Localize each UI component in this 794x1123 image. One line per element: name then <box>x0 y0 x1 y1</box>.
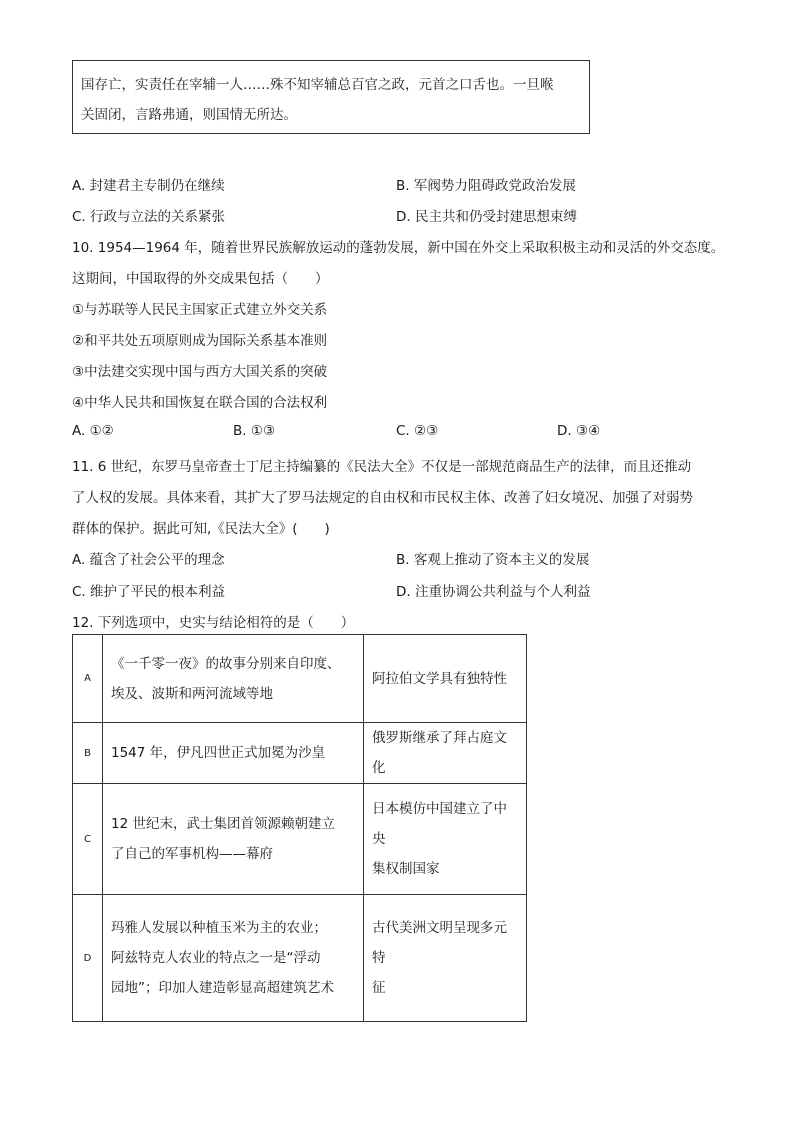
q11-option-d[interactable]: D. 注重协调公共利益与个人利益 <box>396 584 591 600</box>
conclusion-line: 集权制国家 <box>372 861 440 877</box>
quote-line-2: 关固闭，言路弗通，则国情无所达。 <box>81 107 297 123</box>
fact-line: 了自己的军事机构——幕府 <box>111 846 273 862</box>
quote-line-1: 国存亡，实责任在宰辅一人……殊不知宰辅总百官之政，元首之口舌也。一旦喉 <box>81 77 554 93</box>
q10-option-b[interactable]: B. ①③ <box>233 423 276 439</box>
table-row <box>73 635 527 723</box>
conclusion-cell <box>364 895 527 1022</box>
q11-stem-line-1: 11. 6 世纪，东罗马皇帝查士丁尼主持编纂的《民法大全》不仅是一部规范商品生产的法律，而且还推动 <box>72 459 692 475</box>
row-letter: A <box>73 635 103 723</box>
q11-option-c[interactable]: C. 维护了平民的根本利益 <box>72 584 226 600</box>
fact-cell <box>103 723 364 784</box>
q10-item-4: ④中华人民共和国恢复在联合国的合法权利 <box>72 395 328 411</box>
conclusion-cell <box>364 723 527 784</box>
q9-option-d[interactable]: D. 民主共和仍受封建思想束缚 <box>396 209 577 225</box>
conclusion-line: 俄罗斯继承了拜占庭文化 <box>372 730 507 776</box>
fact-cell <box>103 895 364 1022</box>
conclusion-line: 古代美洲文明呈现多元特 <box>372 920 507 966</box>
q10-option-c[interactable]: C. ②③ <box>396 423 439 439</box>
q12-stem: 12. 下列选项中，史实与结论相符的是（ ） <box>72 615 355 631</box>
table-row <box>73 784 527 895</box>
fact-line: 园地”；印加人建造彰显高超建筑艺术 <box>111 980 334 996</box>
q12-table <box>72 634 527 1022</box>
quote-box <box>72 60 590 134</box>
q10-option-d[interactable]: D. ③④ <box>557 423 601 439</box>
q11-option-b[interactable]: B. 客观上推动了资本主义的发展 <box>396 552 590 568</box>
fact-line: 1547 年，伊凡四世正式加冕为沙皇 <box>111 745 326 761</box>
table-row <box>73 895 527 1022</box>
fact-line: 玛雅人发展以种植玉米为主的农业； <box>111 920 327 936</box>
fact-line: 12 世纪末，武士集团首领源赖朝建立 <box>111 816 335 832</box>
conclusion-cell <box>364 635 527 723</box>
q10-stem-line-1: 10. 1954—1964 年，随着世界民族解放运动的蓬勃发展，新中国在外交上采取积极主动和灵活的外交态度。 <box>72 240 725 256</box>
conclusion-line: 征 <box>372 980 386 996</box>
row-letter: B <box>73 723 103 784</box>
fact-line: 埃及、波斯和两河流域等地 <box>111 685 273 702</box>
row-letter: C <box>73 784 103 895</box>
conclusion-line: 阿拉伯文学具有独特性 <box>372 670 507 687</box>
q9-option-c[interactable]: C. 行政与立法的关系紧张 <box>72 209 226 225</box>
q11-stem-line-2: 了人权的发展。具体来看，其扩大了罗马法规定的自由权和市民权主体、改善了妇女境况、加强了对弱势 <box>72 490 693 506</box>
table-row <box>73 723 527 784</box>
q10-stem-line-2: 这期间，中国取得的外交成果包括（ ） <box>72 271 329 287</box>
conclusion-line: 日本模仿中国建立了中央 <box>372 801 507 847</box>
row-letter: D <box>73 895 103 1022</box>
q9-option-b[interactable]: B. 军阀势力阻碍政党政治发展 <box>396 178 576 194</box>
q9-option-a[interactable]: A. 封建君主专制仍在继续 <box>72 178 225 194</box>
q10-item-3: ③中法建交实现中国与西方大国关系的突破 <box>72 364 328 380</box>
q10-option-a[interactable]: A. ①② <box>72 423 114 439</box>
fact-line: 阿兹特克人农业的特点之一是“浮动 <box>111 950 321 966</box>
fact-cell <box>103 784 364 895</box>
fact-line: 《一千零一夜》的故事分别来自印度、 <box>111 655 341 672</box>
q11-stem-line-3: 群体的保护。据此可知,《民法大全》( ) <box>72 521 330 537</box>
conclusion-cell <box>364 784 527 895</box>
fact-cell <box>103 635 364 723</box>
q10-item-1: ①与苏联等人民民主国家正式建立外交关系 <box>72 302 328 318</box>
q11-option-a[interactable]: A. 蕴含了社会公平的理念 <box>72 552 225 568</box>
q10-item-2: ②和平共处五项原则成为国际关系基本准则 <box>72 333 328 349</box>
